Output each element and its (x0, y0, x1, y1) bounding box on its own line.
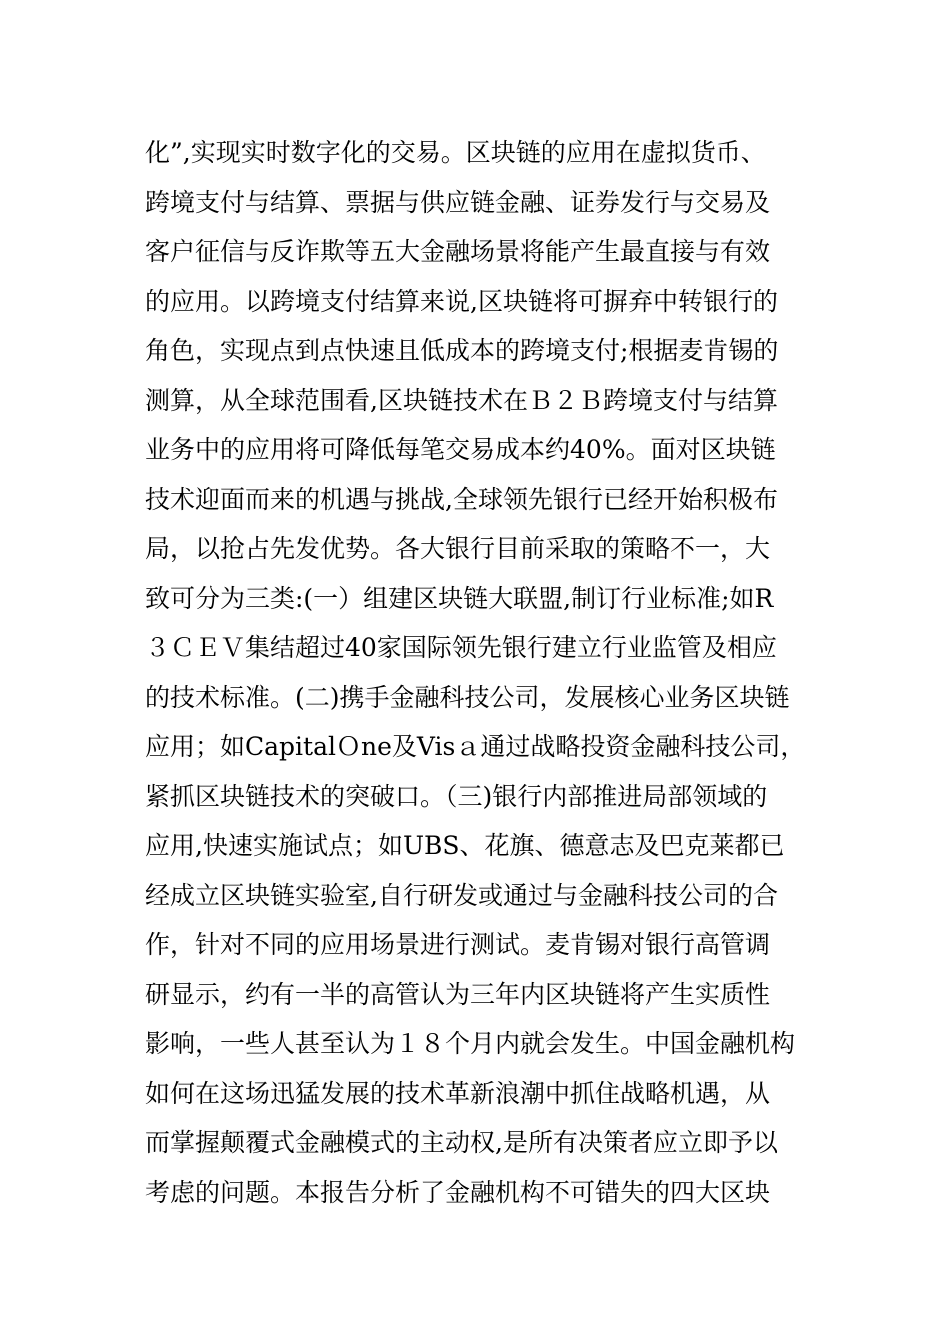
text-line: 考虑的问题。本报告分析了金融机构不可错失的四大区块 (145, 1177, 771, 1207)
text-line: ３ＣＥＶ集结超过40家国际领先银行建立行业监管及相应 (145, 633, 777, 662)
text-line: 影响，一些人甚至认为１８个月内就会发生。中国金融机构 (145, 1029, 796, 1058)
text-line: 作，针对不同的应用场景进行测试。麦肯锡对银行高管调 (145, 930, 771, 959)
text-line: 跨境支付与结算、票据与供应链金融、证券发行与交易及 (145, 187, 771, 217)
text-line: 经成立区块链实验室,自行研发或通过与金融科技公司的合 (145, 880, 778, 910)
text-line: 测算，从全球范围看,区块链技术在Ｂ２Ｂ跨境支付与结算 (145, 385, 778, 415)
text-line: 化”,实现实时数字化的交易。区块链的应用在虚拟货币、 (145, 138, 766, 167)
text-line: 如何在这场迅猛发展的技术革新浪潮中抓住战略机遇，从 (145, 1078, 771, 1108)
text-line: 而掌握颠覆式金融模式的主动权,是所有决策者应立即予以 (145, 1128, 778, 1157)
text-line: 局，以抢占先发优势。各大银行目前采取的策略不一，大 (145, 534, 771, 563)
text-line: 应用,快速实施试点；如UBS、花旗、德意志及巴克莱都已 (145, 831, 785, 860)
text-line: 应用；如CapitalＯne及Visａ通过战略投资金融科技公司， (145, 732, 806, 761)
text-line: 业务中的应用将可降低每笔交易成本约40%。面对区块链 (145, 435, 776, 464)
text-line: 的应用。以跨境支付结算来说,区块链将可摒弃中转银行的 (145, 286, 778, 316)
text-line: 紧抓区块链技术的突破口。（三)银行内部推进局部领域的 (145, 781, 768, 811)
text-line: 致可分为三类:(一）组建区块链大联盟,制订行业标准;如R (145, 583, 774, 613)
text-line: 客户征信与反诈欺等五大金融场景将能产生最直接与有效 (145, 237, 771, 266)
text-line: 角色，实现点到点快速且低成本的跨境支付;根据麦肯锡的 (145, 336, 779, 365)
text-line: 研显示，约有一半的高管认为三年内区块链将产生实质性 (145, 979, 771, 1009)
text-line: 技术迎面而来的机遇与挑战,全球领先银行已经开始积极布 (145, 484, 778, 514)
body-paragraph (145, 128, 825, 1217)
text-line: 的技术标准。(二)携手金融科技公司，发展核心业务区块链 (145, 682, 790, 712)
